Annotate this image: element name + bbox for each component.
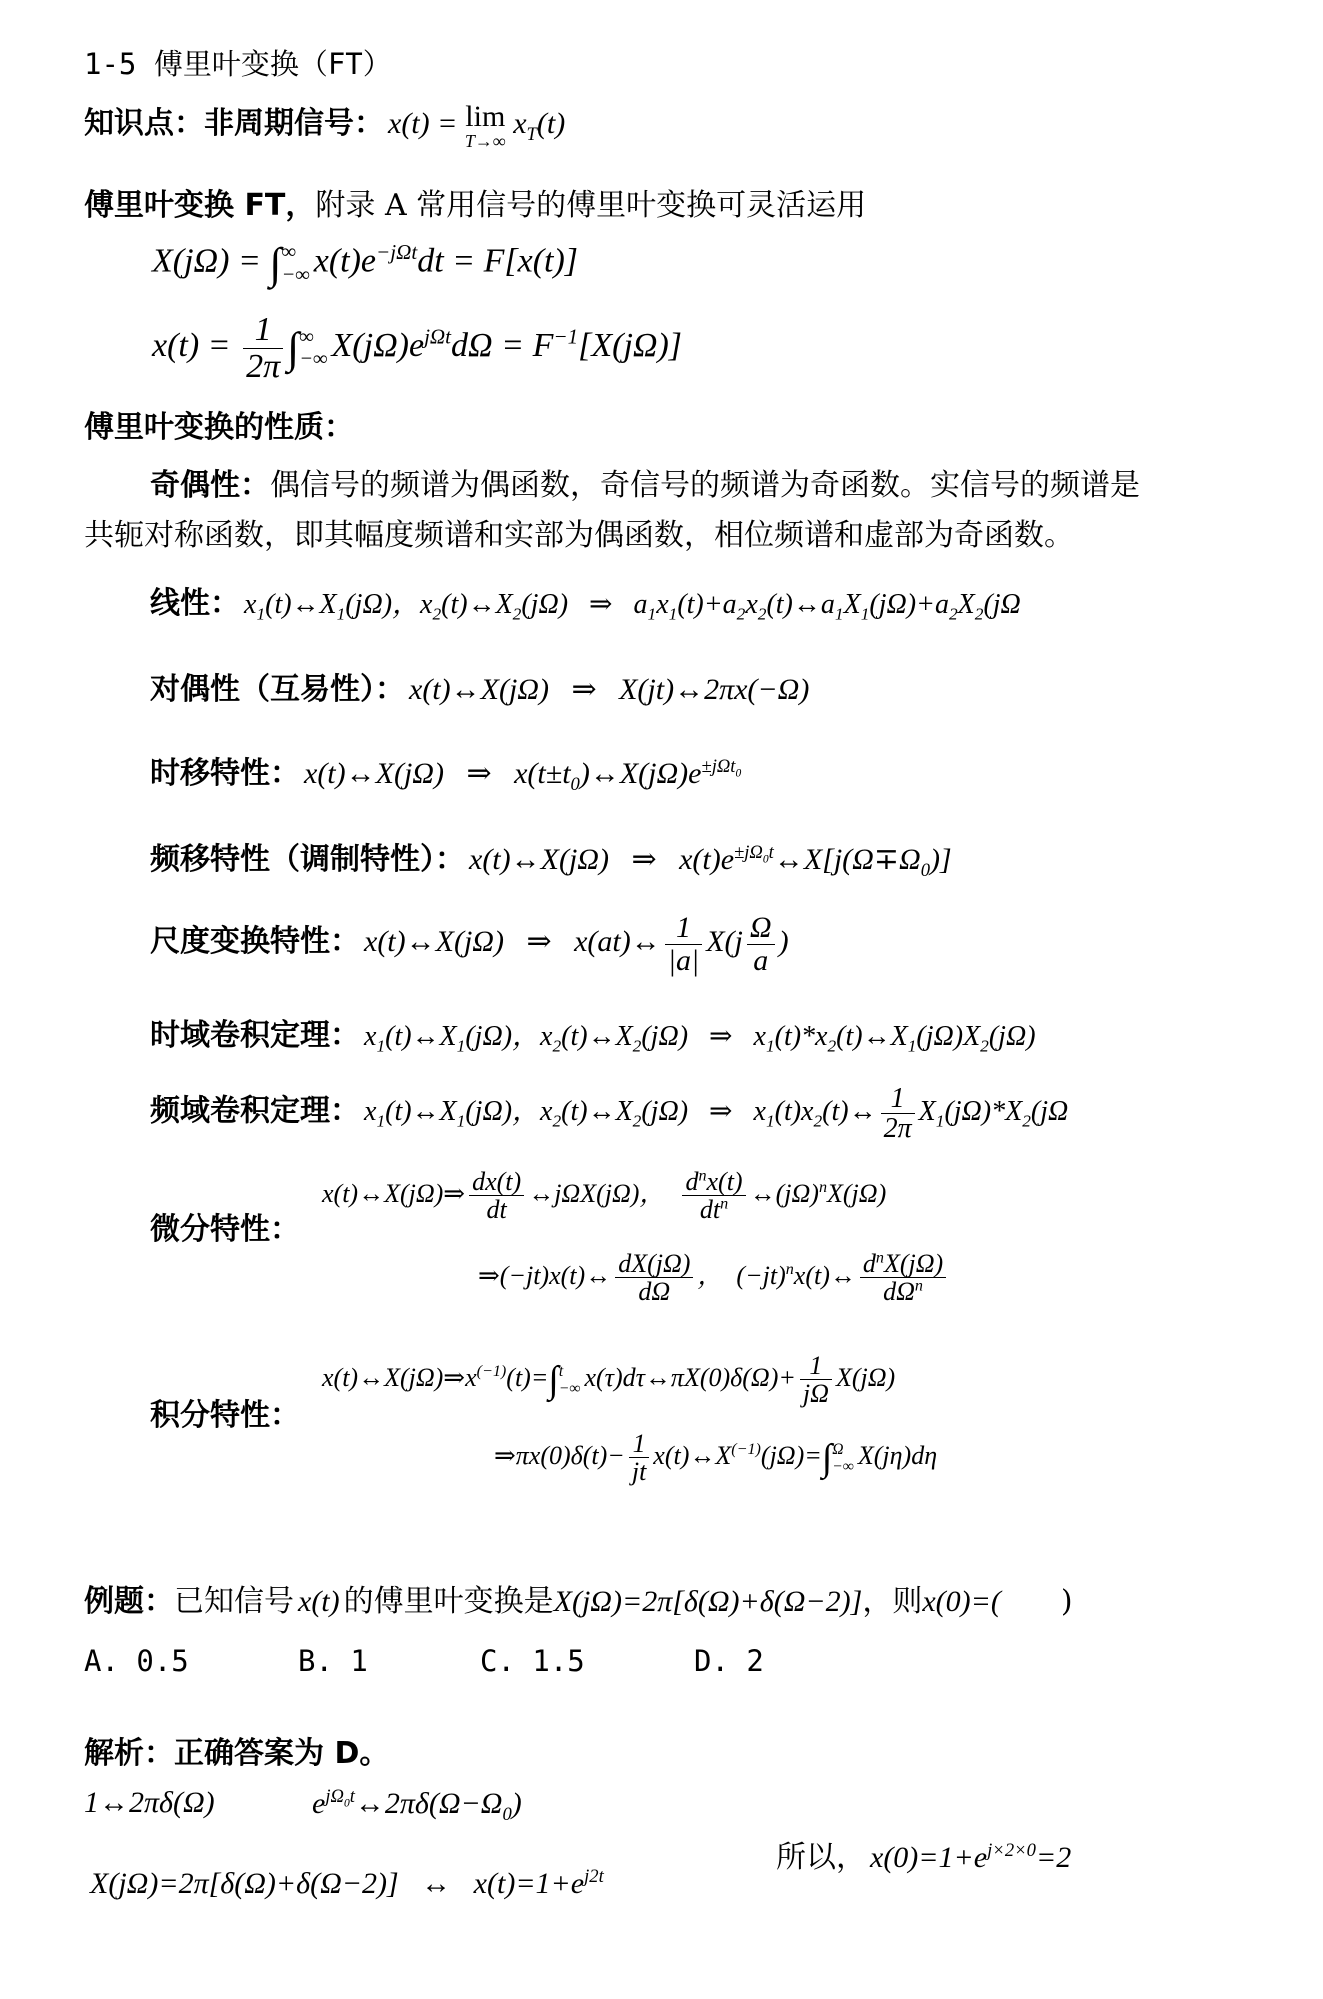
analysis-so: 所以， [776,1840,866,1875]
knowledge-line [84,98,565,150]
differential-label-line [150,1204,300,1248]
integral-formula-2: ⇒πx(0)δ(t)− $\frac{1}{jt}$ $x(t)\leftrightarrow X^{(-1)}(j\Omega)=\int$ Ω −∞ X(jη)dη [494,1429,938,1487]
analysis-label: 解析：正确答案为 D。 [84,1736,390,1771]
ft-appendix-text: 附录 A 常用信号的傅里叶变换可灵活运用 [315,188,867,223]
knowledge-formula: x(t) = lim T→∞ $x_T(t)$ [388,100,566,152]
linearity-line [150,578,1021,625]
integral-label: 积分特性： [150,1398,300,1433]
option-c: C. 1.5 [480,1644,585,1678]
scaling-line [150,912,789,976]
freq-shift-formula: x(t)↔X(jΩ) ⇒ $x(t)e^{\pm j\Omega_0t}\leftrightarrow X[j(\Omega\mp\Omega_0)]$ [469,842,952,881]
linearity-label: 线性： [150,586,240,621]
time-shift-formula: x(t)↔X(jΩ) ⇒ $x(t\pm t_0)\leftrightarrow X(j\Omega)e^{\pm j\Omega t_0}$ [304,756,742,795]
time-shift-label: 时移特性： [150,756,300,791]
example-ask: x(0)=( [922,1585,1001,1618]
time-conv-label: 时域卷积定理： [150,1018,360,1053]
option-d: D. 2 [694,1644,764,1678]
example-line [84,1576,1073,1620]
integral-label-line [150,1390,300,1434]
freq-conv-line [150,1084,1068,1144]
knowledge-label: 知识点：非周期信号： [84,106,384,141]
parity-label: 奇偶性： [150,468,270,503]
time-shift-line [150,748,741,796]
properties-title: 傅里叶变换的性质： [84,410,354,445]
ift-formula: x(t) = $\frac{1}{2\pi}$ ∫ ∞ −∞ $X(j\Omega)e^{j\Omega t}d\Omega = F^{-1}[X(j\Omega)]$ [152,311,683,385]
example-close: ) [1060,1584,1073,1619]
option-a: A. 0.5 [84,1644,189,1678]
freq-shift-line [150,834,952,882]
ft-intro-line [84,180,866,224]
duality-line [150,664,809,708]
differential-formula-1: x(t)↔X(jΩ)⇒ $\frac{dx(t)}{dt}$ ↔jΩX(jΩ)， $\frac{d^nx(t)}{dt^n}$ $\leftrightarrow(j\Omega)^nX(j\Omega)$ [322,1167,887,1225]
ft-formula: X(jΩ) = ∫ ∞ −∞ $x(t)e^{-j\Omega t}dt = F[x(t)]$ [152,239,579,288]
duality-label: 对偶性（互易性）： [150,672,405,707]
differential-formula-2: ⇒(−jt)x(t)↔ $\frac{dX(j\Omega)}{d\Omega}$ ， $(-jt)^nx(t)\leftrightarrow$ $\frac{d^nX(j\Omega)}{d\Omega^n}$ [478,1250,950,1306]
example-signal: x(t) [298,1585,340,1618]
example-label: 例题： [84,1584,174,1619]
freq-conv-label: 频域卷积定理： [150,1093,360,1129]
analysis-line-1a: 1↔2πδ(Ω) [84,1786,215,1819]
example-text-c: ，则 [862,1584,923,1619]
scaling-label: 尺度变换特性： [150,923,360,959]
section-title: 1-5 傅里叶变换（FT） [84,47,392,81]
duality-formula: x(t)↔X(jΩ) ⇒ X(jt)↔2πx(−Ω) [409,673,810,706]
scaling-formula: x(t)↔X(jΩ) ⇒ x(at)↔ $\frac{1}{|a|}$ X(j $\frac{\Omega}{a}$ ) [364,911,789,977]
time-conv-formula: $x_1(t)\leftrightarrow X_1(j\Omega)$，$x_2(t)\leftrightarrow X_2(j\Omega)$ ⇒ $x_1(t)*x_2(t)\leftrightarrow X_1(j\Omega)X_2(j\Omega)$ [364,1021,1036,1056]
differential-label: 微分特性： [150,1212,300,1247]
freq-conv-formula: $x_1(t)\leftrightarrow X_1(j\Omega)$，$x_2(t)\leftrightarrow X_2(j\Omega)$ ⇒ $x_1(t)x_2(t)\leftrightarrow$ $\frac{1}{2\pi}$ $X_1(j\Omega)*X_2(j\Omega$ [364,1083,1069,1145]
analysis-result-line [776,1832,1071,1876]
parity-text-1: 偶信号的频谱为偶函数，奇信号的频谱为奇函数。实信号的频谱是 [270,468,1140,503]
time-conv-line [150,1010,1036,1057]
parity-line-1 [150,460,1140,504]
analysis-line-2: X(jΩ)=2π[δ(Ω)+δ(Ω−2)] ↔ $x(t)=1+e^{j2t}$ [90,1866,604,1900]
ft-label: 傅里叶变换 FT， [84,188,316,223]
example-text-b: 的傅里叶变换是 [343,1584,554,1619]
example-formula: X(jΩ)=2π[δ(Ω)+δ(Ω−2)] [553,1585,863,1618]
freq-shift-label: 频移特性（调制特性）： [150,842,465,877]
analysis-line-1b: $e^{j\Omega_0t}\leftrightarrow 2\pi\delta(\Omega-\Omega_0)$ [312,1786,522,1825]
option-b: B. 1 [298,1644,368,1678]
parity-text-2: 共轭对称函数，即其幅度频谱和实部为偶函数，相位频谱和虚部为奇函数。 [84,518,1074,553]
integral-formula-1: $x(t)\leftrightarrow X(j\Omega)\Rightarrow x^{(-1)}(t)=\int$ t −∞ x(τ)dτ↔πX(0)δ(Ω)+ $\frac{1}{j\Omega}$ X(jΩ) [322,1351,896,1409]
analysis-result: $x(0)=1+e^{j\times 2\times 0}=2$ [870,1840,1072,1874]
example-text-a: 已知信号 [174,1584,294,1619]
linearity-formula: $x_1(t)\leftrightarrow X_1(j\Omega)$，$x_2(t)\leftrightarrow X_2(j\Omega)$ ⇒ $a_1x_1(t)+a_2x_2(t)\leftrightarrow a_1X_1(j\Omega)+a_2X_2(j\Omega$ [244,589,1021,624]
